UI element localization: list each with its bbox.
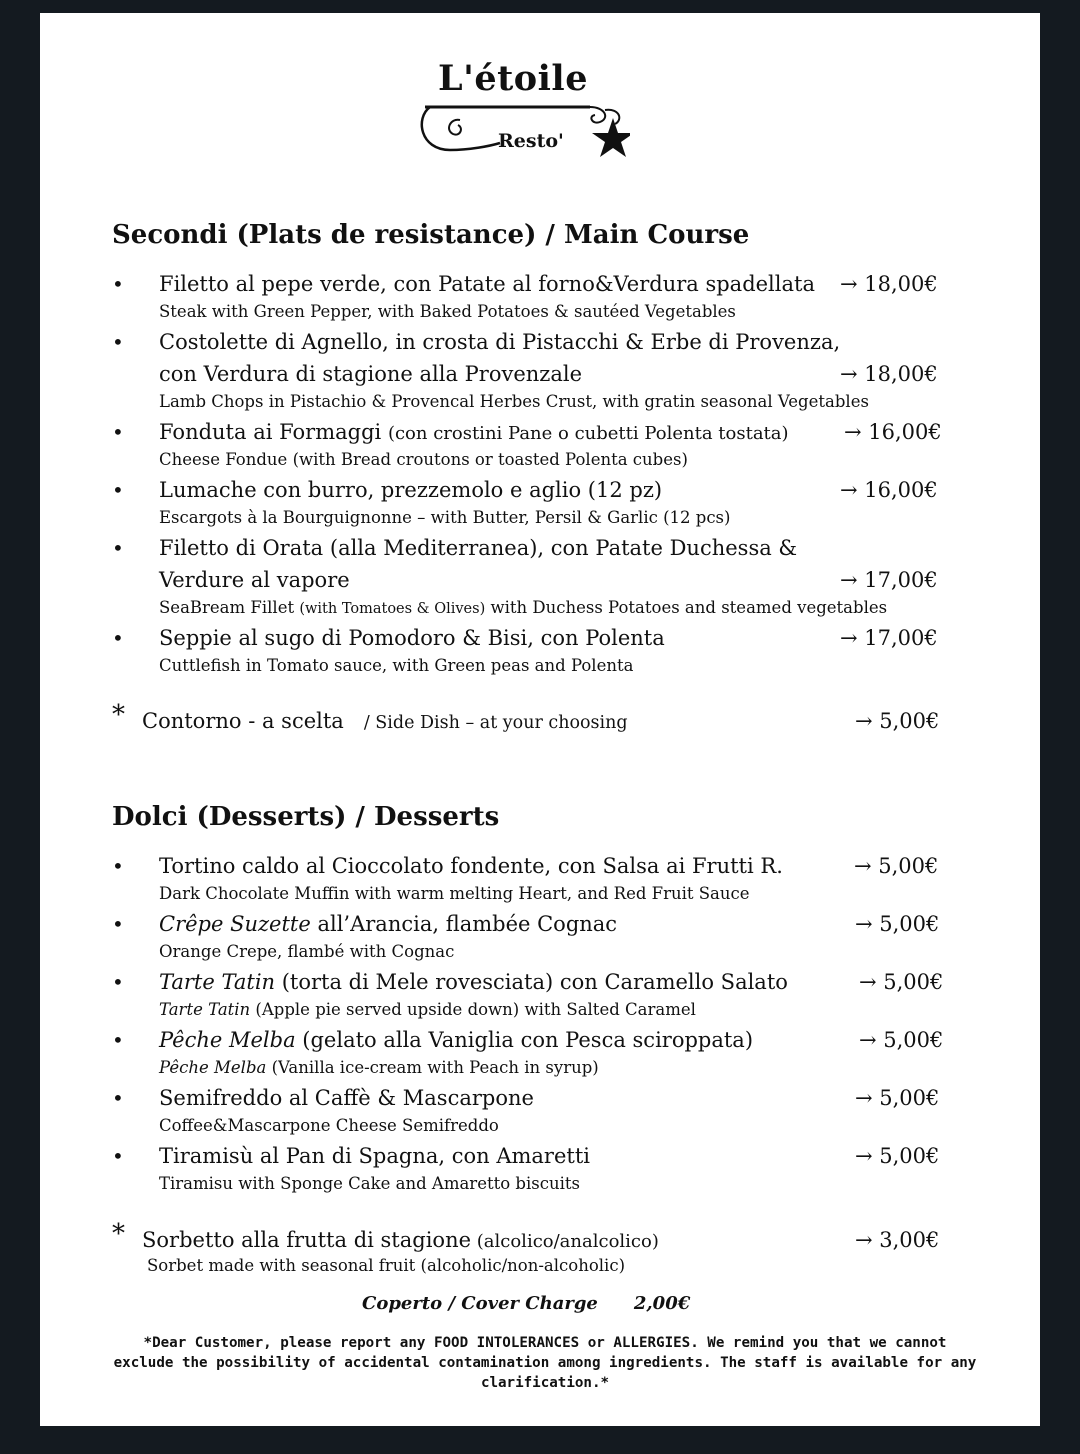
item-price: → 5,00€ <box>855 1144 940 1168</box>
item-price: → 17,00€ <box>840 568 938 592</box>
sorbet-translation: Sorbet made with seasonal fruit (alcoholic/non-alcoholic) <box>147 1256 626 1275</box>
item-price: → 18,00€ <box>840 362 938 386</box>
bullet-icon: • <box>112 912 124 936</box>
item-price: → 5,00€ <box>855 912 940 936</box>
item-name: Lumache con burro, prezzemolo e aglio (12 pz) <box>159 478 663 502</box>
bullet-icon: • <box>112 970 124 994</box>
bullet-icon: • <box>112 1028 124 1052</box>
item-name: Tortino caldo al Cioccolato fondente, con Salsa ai Frutti R. <box>159 854 783 878</box>
star-icon <box>592 118 630 157</box>
asterisk-marker: * <box>112 700 125 730</box>
main-course-title: Secondi (Plats de resistance) / Main Course <box>112 220 750 250</box>
item-price: → 5,00€ <box>855 709 940 733</box>
cover-charge-amount: 2,00€ <box>633 1293 691 1314</box>
bullet-icon: • <box>112 1086 124 1110</box>
item-name-cont: Verdure al vapore <box>159 568 350 592</box>
allergy-disclaimer: *Dear Customer, please report any FOOD INTOLERANCES or ALLERGIES. We remind you that we cannot exclude the possibility of accidental contamination among ingredients. The staff is available for any clarification.* <box>113 1335 977 1391</box>
item-price: → 5,00€ <box>859 970 944 994</box>
item-name: Costolette di Agnello, in crosta di Pistacchi & Erbe di Provenza, <box>159 330 841 354</box>
item-translation: Cheese Fondue (with Bread croutons or toasted Polenta cubes) <box>159 450 688 469</box>
item-translation: Tiramisu with Sponge Cake and Amaretto biscuits <box>159 1174 580 1193</box>
bullet-icon: • <box>112 1144 124 1168</box>
item-name: Crêpe Suzette all’Arancia, flambée Cognac <box>159 912 618 936</box>
item-price: → 5,00€ <box>855 1086 940 1110</box>
item-price: → 16,00€ <box>840 478 938 502</box>
asterisk-marker: * <box>112 1219 125 1249</box>
item-translation: Coffee&Mascarpone Cheese Semifreddo <box>159 1116 499 1135</box>
desserts-title: Dolci (Desserts) / Desserts <box>112 802 500 832</box>
item-name: Tiramisù al Pan di Spagna, con Amaretti <box>159 1144 590 1168</box>
restaurant-logo <box>420 58 630 173</box>
sorbet-name: Sorbetto alla frutta di stagione (alcolico/analcolico) <box>142 1228 659 1252</box>
bullet-icon: • <box>112 854 124 878</box>
item-name: Fonduta ai Formaggi (con crostini Pane o cubetti Polenta tostata) <box>159 420 789 444</box>
item-translation: Escargots à la Bourguignonne – with Butter, Persil & Garlic (12 pcs) <box>159 508 731 527</box>
bullet-icon: • <box>112 420 124 444</box>
bullet-icon: • <box>112 272 124 296</box>
logo-subtitle: Resto' <box>498 130 564 152</box>
sorbet-note: (alcolico/analcolico) <box>471 1231 659 1252</box>
item-name: Pêche Melba (gelato alla Vaniglia con Pesca sciroppata) <box>159 1028 754 1052</box>
logo-title: L'étoile <box>438 58 588 99</box>
item-translation: Cuttlefish in Tomato sauce, with Green peas and Polenta <box>159 656 634 675</box>
side-dish-name: Contorno - a scelta / Side Dish – at your choosing <box>142 709 628 733</box>
item-translation: Orange Crepe, flambé with Cognac <box>159 942 455 961</box>
item-name: Filetto al pepe verde, con Patate al forno&Verdura spadellata <box>159 272 815 296</box>
item-price: → 5,00€ <box>854 854 939 878</box>
item-name-note: (con crostini Pane o cubetti Polenta tostata) <box>387 423 789 444</box>
item-price: → 5,00€ <box>859 1028 944 1052</box>
menu-page <box>40 13 1040 1426</box>
item-price: → 17,00€ <box>840 626 938 650</box>
cover-charge-label: Coperto / Cover Charge <box>362 1293 598 1314</box>
item-translation: Dark Chocolate Muffin with warm melting Heart, and Red Fruit Sauce <box>159 884 750 903</box>
bullet-icon: • <box>112 478 124 502</box>
bullet-icon: • <box>112 536 124 560</box>
cover-charge <box>362 1293 690 1314</box>
item-name: Semifreddo al Caffè & Mascarpone <box>159 1086 534 1110</box>
item-name: Filetto di Orata (alla Mediterranea), con Patate Duchessa & <box>159 536 798 560</box>
bullet-icon: • <box>112 330 124 354</box>
item-name: Tarte Tatin (torta di Mele rovesciata) con Caramello Salato <box>159 970 788 994</box>
side-dish-translation: / Side Dish – at your choosing <box>363 713 628 733</box>
item-translation: Tarte Tatin (Apple pie served upside down) with Salted Caramel <box>159 1000 696 1019</box>
item-translation: Pêche Melba (Vanilla ice-cream with Peach in syrup) <box>159 1058 599 1077</box>
item-translation: Steak with Green Pepper, with Baked Potatoes & sautéed Vegetables <box>159 302 736 321</box>
item-name-cont: con Verdura di stagione alla Provenzale <box>159 362 583 386</box>
item-name: Seppie al sugo di Pomodoro & Bisi, con Polenta <box>159 626 665 650</box>
item-price: → 18,00€ <box>840 272 938 296</box>
item-price: → 3,00€ <box>855 1228 940 1252</box>
item-translation: Lamb Chops in Pistachio & Provencal Herbes Crust, with gratin seasonal Vegetables <box>159 392 869 411</box>
item-price: → 16,00€ <box>844 420 942 444</box>
item-translation: SeaBream Fillet (with Tomatoes & Olives) with Duchess Potatoes and steamed vegetables <box>159 598 888 617</box>
item-translation-note: (with Tomatoes & Olives) <box>299 601 486 617</box>
bullet-icon: • <box>112 626 124 650</box>
